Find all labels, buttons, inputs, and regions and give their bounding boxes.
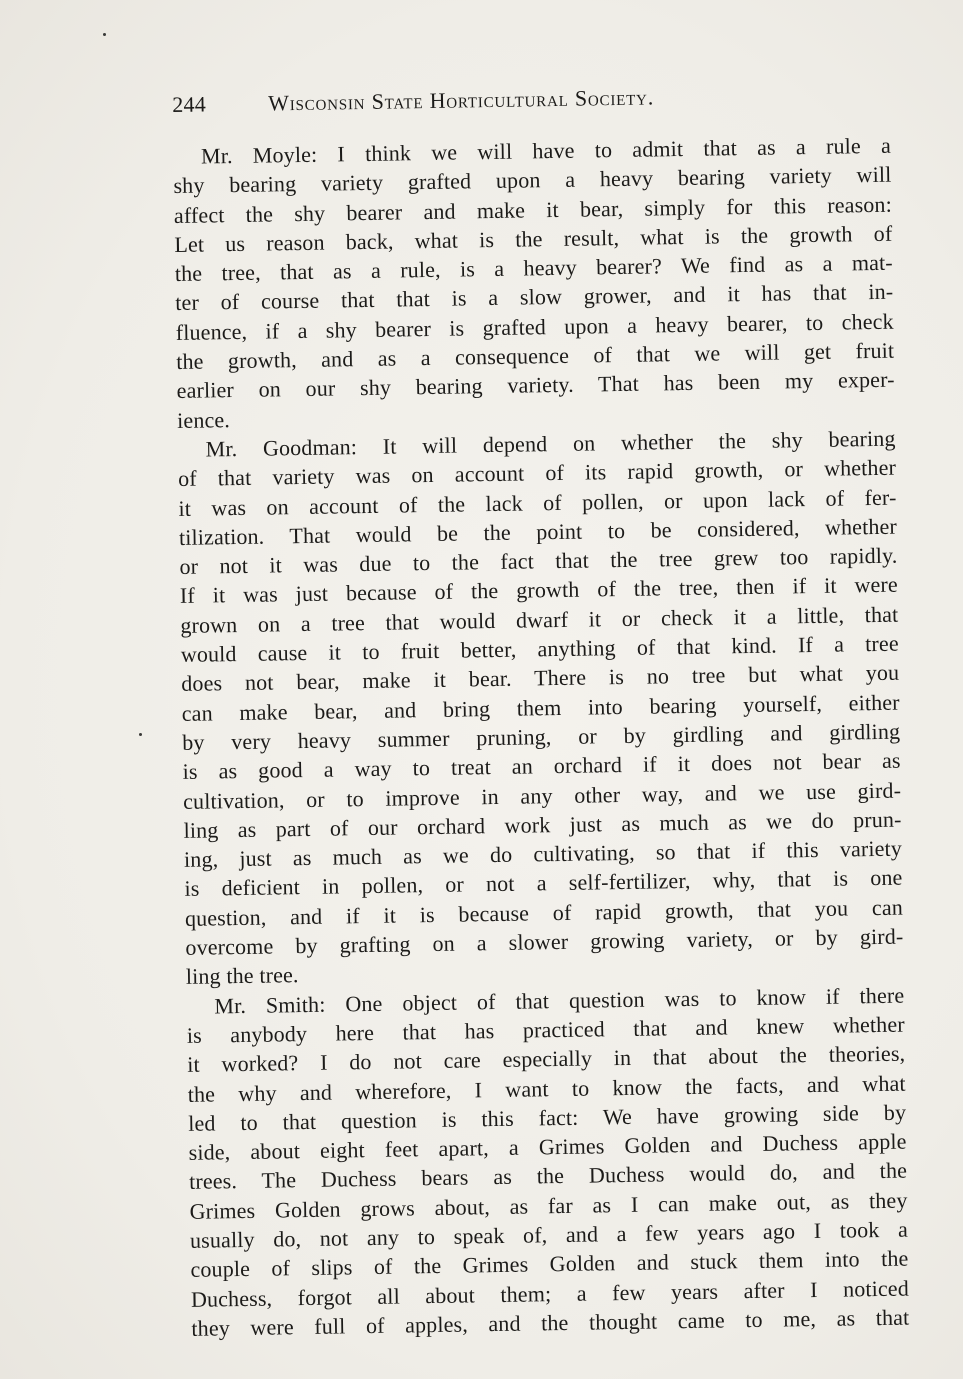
text-line: Duchess, forgot all about them; a few years after I noticed xyxy=(190,1275,910,1312)
text-line: Let us reason back, what is the result, what is the growth of xyxy=(174,220,893,257)
text-line: by very heavy summer pruning, or by girdling and girdling xyxy=(182,718,901,755)
text-line: couple of slips of the Grimes Golden and stuck them into the xyxy=(190,1245,909,1283)
text-line: can make bear, and bring them into bearing yourself, either xyxy=(181,689,900,726)
text-line: or not it was due to the fact that the tree grew too rapidly. xyxy=(179,542,898,580)
text-line: trees. The Duchess bears as the Duchess would do, and the xyxy=(188,1157,908,1195)
text-line: Mr. Smith: One object of that question was to know if there xyxy=(214,982,905,1019)
text-line: ling as part of our orchard work just as much as we do prun- xyxy=(183,806,902,843)
text-line: earlier on our shy bearing variety. That has been my exper- xyxy=(176,367,895,404)
text-line: affect the shy bearer and make it bear, simply for this reason: xyxy=(173,191,893,228)
text-line: fluence, if a shy bearer is grafted upon a heavy bearer, to check xyxy=(175,308,894,345)
text-line: tilization. That would be the point to be considered, whether xyxy=(178,513,898,550)
text-line: is as good a way to treat an orchard if it does not bear as xyxy=(182,747,901,785)
running-head xyxy=(172,81,890,128)
paragraph-goodman xyxy=(177,424,904,992)
text-line: the growth, and as a consequence of that we will get fruit xyxy=(176,337,895,375)
text-line: would cause it to fruit better, anything of that kind. If a tree xyxy=(180,630,899,667)
text-line: does not bear, make it bear. There is no tree but what you xyxy=(181,659,900,697)
page-text-block xyxy=(172,81,910,1343)
text-line: overcome by grafting on a slower growing variety, or by gird- xyxy=(185,923,904,960)
text-line: is anybody here that has practiced that and knew whether xyxy=(186,1011,905,1048)
text-line: grown on a tree that would dwarf it or check it a little, that xyxy=(180,601,899,638)
paragraph-smith xyxy=(186,980,909,1343)
text-line: ing, just as much as we do cultivating, so that if this variety xyxy=(183,835,903,873)
journal-title: Wisconsin State Horticultural Society. xyxy=(267,84,655,116)
text-line: ling the tree. xyxy=(185,962,299,990)
paragraph-moyle xyxy=(173,131,896,435)
text-line: the tree, that as a rule, is a heavy bearer? We find as a mat- xyxy=(174,249,893,287)
page-number: 244 xyxy=(172,91,207,117)
text-line: they were full of apples, and the thought came to me, as that xyxy=(191,1304,910,1341)
text-line: led to that question is this fact: We have growing side by xyxy=(188,1099,907,1136)
text-line: cultivation, or to improve in any other way, and we use gird- xyxy=(182,777,902,814)
text-line: ience. xyxy=(176,406,231,433)
text-line: the why and wherefore, I want to know the facts, and what xyxy=(187,1070,906,1107)
text-line: Mr. Moyle: I think we will have to admit that as a rule a xyxy=(200,132,892,169)
text-line: it was on account of the lack of pollen, or upon lack of fer- xyxy=(178,484,897,521)
text-line: If it was just because of the growth of the tree, then if it were xyxy=(179,572,899,609)
margin-speck-top xyxy=(103,33,106,36)
text-line: usually do, not any to speak of, and a few years ago I took a xyxy=(189,1216,909,1253)
margin-speck-middle xyxy=(139,733,142,736)
text-line: Grimes Golden grows about, as far as I can make out, as they xyxy=(189,1187,908,1224)
text-line: shy bearing variety grafted upon a heavy bearing variety will xyxy=(173,162,892,199)
text-line: of that variety was on account of its rapid growth, or whether xyxy=(177,454,897,492)
text-line: question, and if it is because of rapid growth, that you can xyxy=(184,894,904,931)
text-line: side, about eight feet apart, a Grimes Golden and Duchess apple xyxy=(188,1128,907,1165)
text-line: it worked? I do not care especially in that about the theories, xyxy=(187,1040,906,1078)
text-line: is deficient in pollen, or not a self-fertilizer, why, that is one xyxy=(184,865,903,902)
text-line: ter of course that that is a slow grower, and it has that in- xyxy=(175,279,894,316)
text-line: Mr. Goodman: It will depend on whether the shy bearing xyxy=(205,425,896,462)
